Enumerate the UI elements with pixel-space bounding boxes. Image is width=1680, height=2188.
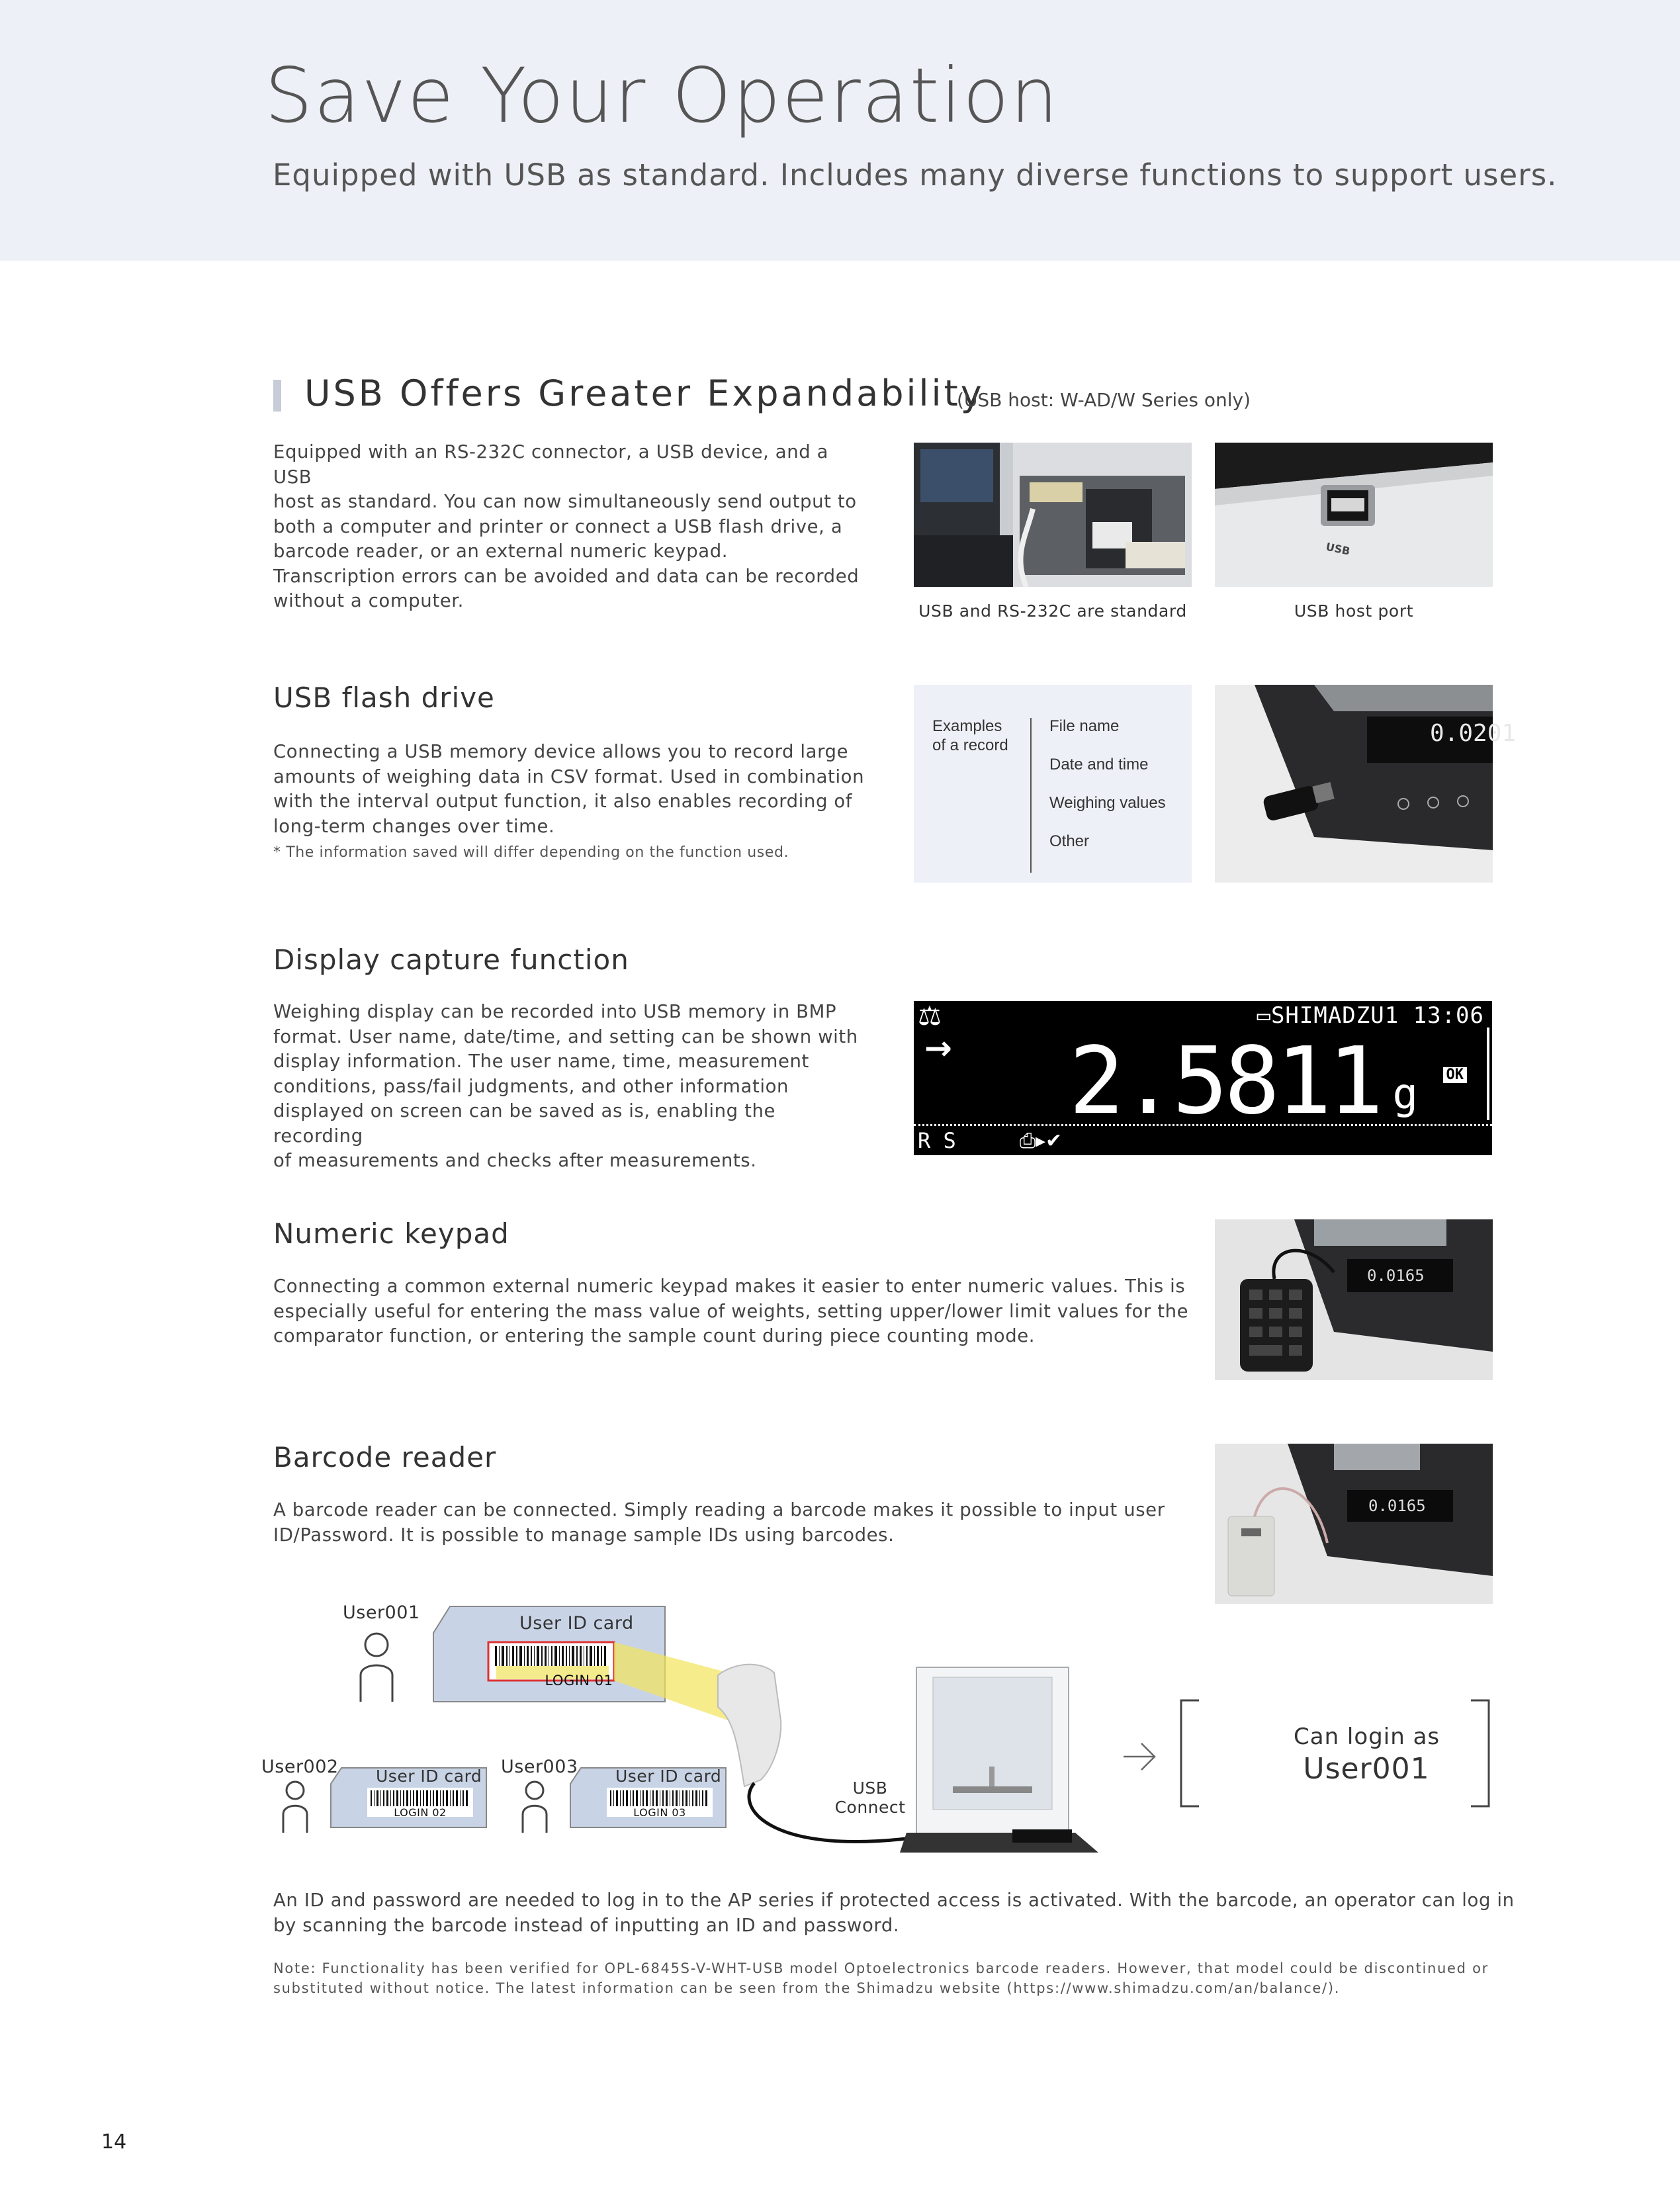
arrow-right-icon	[1124, 1743, 1155, 1770]
barcode-login-text: An ID and password are needed to log in to the AP series if protected access is activated. With the barcode, an operator can log in by scanning the barcode instead of inputting an ID and password.	[273, 1890, 1515, 1936]
svg-text:0.0165: 0.0165	[1367, 1266, 1425, 1285]
lcd-dotted-divider	[914, 1124, 1492, 1126]
page-subtitle: Equipped with USB as standard. Includes many diverse functions to support users.	[273, 157, 1558, 193]
label-login-01: LOGIN 01	[545, 1673, 613, 1688]
status-icons: ⎙▸✔	[1020, 1129, 1063, 1153]
result-user001: User001	[1303, 1752, 1430, 1786]
display-capture-text: Weighing display can be recorded into USB memory in BMP format. User name, date/time, and setting can be shown with display information. The user name, time, measurement conditions, pass/fail judgments, and other information displayed on screen can be saved as is, enabling the recording of measurements and checks after measurements.	[273, 1001, 858, 1171]
user-icon	[283, 1782, 307, 1833]
record-item: File name	[1049, 717, 1120, 735]
label-user-id-card: User ID card	[519, 1613, 634, 1634]
label-user002: User002	[261, 1757, 339, 1777]
photo-numeric-keypad	[1215, 1219, 1493, 1380]
user-icon	[523, 1782, 547, 1833]
record-item: Weighing values	[1049, 794, 1166, 812]
photo-barcode-reader	[1215, 1444, 1493, 1604]
barcode-note: Note: Functionality has been verified for OPL-6845S-V-WHT-USB model Optoelectronics barcode readers. However, that model could be discontinued or substituted without notice. The latest information can be seen from the Shimadzu website (https://www.shimadzu.com/an/balance/).	[273, 1960, 1489, 1996]
intro-text: Equipped with an RS-232C connector, a USB device, and a USB host as standard. You can now simultaneously send output to both a computer and printer or connect a USB flash drive, a barcode reader, or an external numeric keypad. Transcription errors can be avoided and data can be recorded without a computer.	[273, 441, 860, 611]
photo-display-value: 0.0201	[1430, 720, 1517, 747]
photo-usb-rs232c	[914, 443, 1192, 587]
label-user003: User003	[501, 1757, 578, 1777]
heading-usb-flash-drive: USB flash drive	[273, 681, 495, 714]
label-usb-connect: USB Connect	[834, 1778, 906, 1817]
balance-icon: ⚖	[918, 1001, 942, 1031]
label-user-id-card: User ID card	[615, 1767, 722, 1786]
heading-numeric-keypad: Numeric keypad	[273, 1217, 509, 1250]
svg-text:USB: USB	[1325, 540, 1352, 558]
caption-usb-host-port: USB host port	[1294, 601, 1414, 621]
bracket-right	[1471, 1700, 1489, 1806]
record-item: Date and time	[1049, 756, 1149, 773]
lcd-unit: g	[1392, 1070, 1418, 1119]
lcd-bar-indicator	[1481, 1028, 1489, 1120]
section-title: USB Offers Greater Expandability	[304, 372, 985, 414]
label-login-03: LOGIN 03	[633, 1806, 686, 1819]
label-user-id-card: User ID card	[376, 1767, 482, 1786]
keypad-text: Connecting a common external numeric keypad makes it easier to enter numeric values. This is especially useful for entering the mass value of weights, setting upper/lower limit values for the comparator function, or entering the sample count during piece counting mode.	[273, 1276, 1189, 1346]
lcd-user-time-text: SHIMADZU1 13:06	[1270, 1002, 1484, 1029]
label-login-02: LOGIN 02	[394, 1806, 447, 1819]
page-number: 14	[101, 2130, 127, 2154]
flash-drive-footnote: * The information saved will differ depending on the function used.	[273, 844, 789, 861]
heading-barcode-reader: Barcode reader	[273, 1441, 497, 1473]
lcd-display-capture	[914, 1001, 1492, 1155]
photo-usb-host-port	[1215, 443, 1493, 587]
lcd-weight-value: 2.5811	[1069, 1028, 1380, 1135]
flash-drive-text: Connecting a USB memory device allows you to record large amounts of weighing data in CSV format. Used in combination with the interval output function, it also enables recording of long-term changes over time.	[273, 741, 865, 837]
record-examples-label: Examples of a record	[932, 717, 1008, 754]
result-can-login-as: Can login as	[1294, 1724, 1440, 1750]
barcode-scanner-icon	[718, 1665, 781, 1786]
photo-flash-drive-in-balance	[1215, 685, 1517, 883]
analytical-balance-icon	[900, 1667, 1098, 1853]
record-divider	[1030, 718, 1032, 873]
barcode-text: A barcode reader can be connected. Simply reading a barcode makes it possible to input user ID/Password. It is possible to manage sample IDs using barcodes.	[273, 1499, 1165, 1546]
lcd-ok-badge: OK	[1443, 1067, 1468, 1083]
heading-display-capture: Display capture function	[273, 943, 629, 976]
arrow-right-icon: →	[924, 1029, 952, 1067]
user-icon	[361, 1634, 392, 1702]
usb-memory-icon: ▭	[1257, 1002, 1271, 1029]
section-note: (USB host: W-AD/W Series only)	[957, 389, 1251, 411]
caption-usb-rs232c: USB and RS-232C are standard	[918, 601, 1187, 621]
lcd-status-line: R S	[918, 1128, 956, 1153]
lcd-user-time	[1257, 1002, 1484, 1029]
svg-text:0.0165: 0.0165	[1368, 1497, 1426, 1515]
label-user001: User001	[343, 1602, 420, 1623]
record-examples-box	[914, 685, 1192, 883]
section-marker	[273, 380, 281, 412]
record-item: Other	[1049, 832, 1090, 850]
bracket-left	[1181, 1700, 1199, 1806]
page-title: Save Your Operation	[265, 52, 1059, 140]
